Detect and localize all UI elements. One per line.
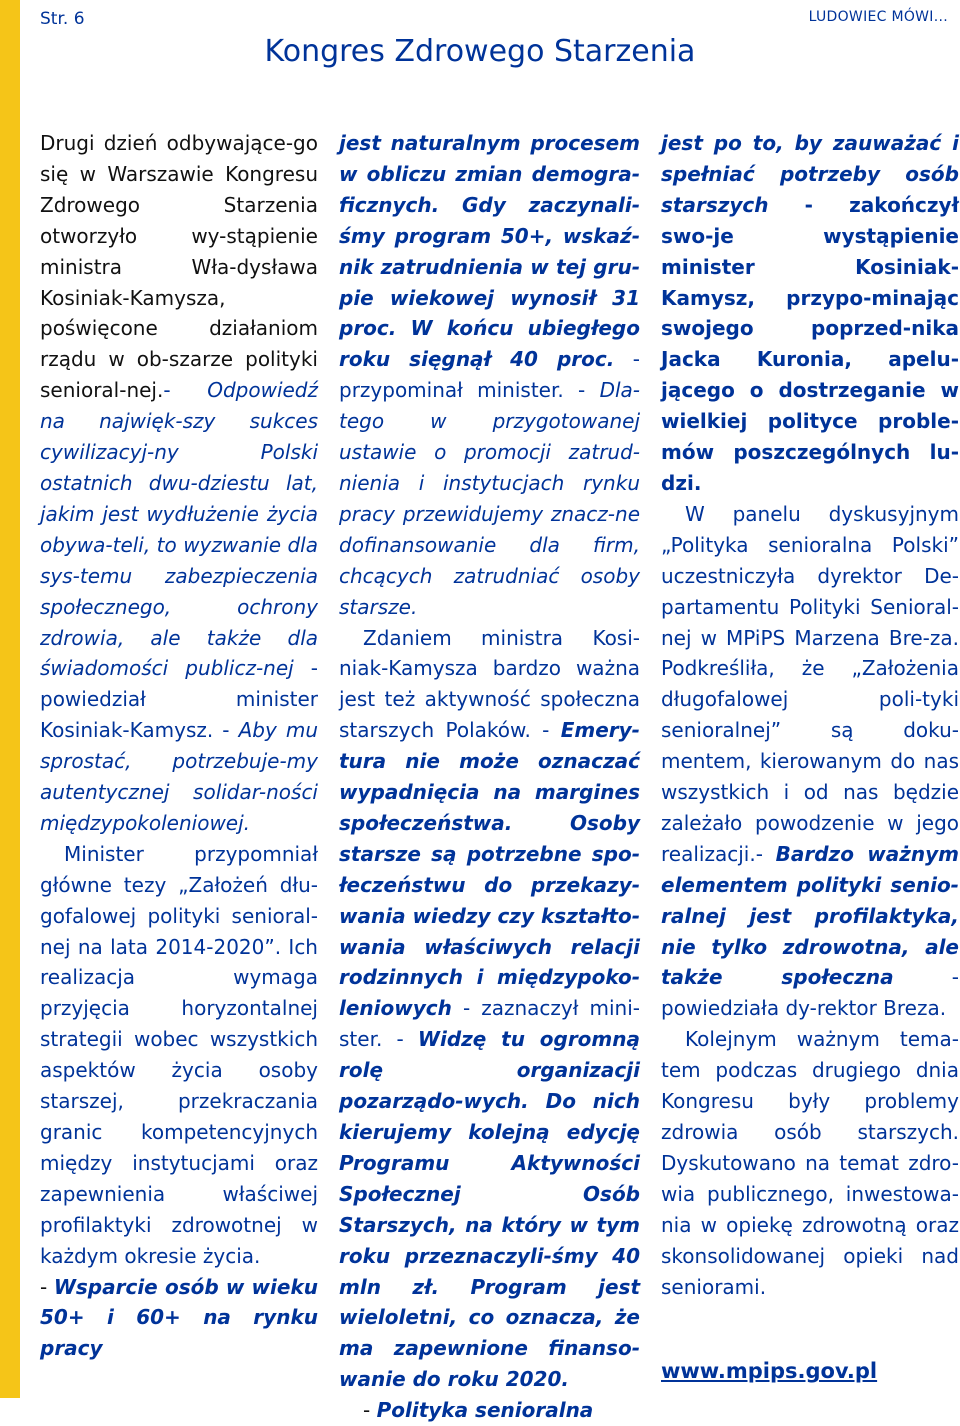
quote: jest naturalnym procesem w obliczu zmian demogra-ficznych. Gdy zaczynali-śmy program 50+, wskaź-nik zatrudnienia w tej gru-pie wiekowej wynosił 31 proc. W końcu ubiegłego roku sięgnął 40 proc.: [339, 131, 640, 372]
page-margin-bar: [0, 0, 20, 1398]
article-title: Kongres Zdrowego Starzenia: [264, 34, 696, 69]
paragraph: Drugi dzień odbywające-go się w Warszawie Kongresu Zdrowego Starzenia otworzyło wy-stąpienie ministra Wła-dysława Kosiniak-Kamysza, poświęcone działaniom rządu w ob-szarze polityki senioral-nej.- Odpowiedź na najwięk-szy sukces cywilizacyj-ny Polski ostatnich dwu-dziestu lat, jakim jest wydłużenie życia obywa-teli, to wyzwanie dla sys-temu zabezpieczenia społecznego, ochrony zdrowia, ale także dla świadomości publicz-nej - powiedział minister Kosiniak-Kamysz. - Aby mu sprostać, potrzebuje-my autentycznej solidar-ności międzypokoleniowej.: [40, 131, 319, 835]
lead-text: Drugi dzień odbywające-go się w Warszawie Kongresu Zdrowego Starzenia otworzyło wy-stąpienie ministra Wła-dysława Kosiniak-Kamysza, poświęcone działaniom rządu w ob-szarze polityki senioral-nej.: [40, 131, 318, 403]
quote: Wsparcie osób w wieku 50+ i 60+ na rynku pracy: [40, 1274, 318, 1361]
paragraph: jest po to, by zauważać i spełniać potrzeby osób starszych - zakończył swo-je wystąpienie minister Kosiniak-Kamysz, przypo-minając swojego poprzed-nika Jacka Kuronia, apelu-jącego o dostrzeganie w wielkiej polityce proble-mów poszczególnych lu-dzi.: [661, 131, 959, 495]
quote: Widzę tu ogromną rolę organizacji pozarządo-wych. Do nich kierujemy kolejną edycję Programu Aktywności Społecznej Osób Starszych, na który w tym roku przeznaczyli-śmy 40 mln zł. Program jest wieloletni, co oznacza, że ma zapewnione finanso-wanie do roku 2020.: [339, 1027, 640, 1392]
quote: jest po to, by zauważać i spełniać potrzeby osób starszych: [661, 131, 959, 217]
article-column-1: [40, 128, 318, 1364]
publication-name: LUDOWIEC MÓWI...: [808, 9, 948, 25]
quote: Odpowiedź na najwięk-szy sukces cywilizacyj-ny Polski ostatnich dwu-dziestu lat, jakim jest wydłużenie życia obywa-teli, to wyzwanie dla sys-temu zabezpieczenia społecznego, ochrony zdrowia, ale także dla świadomości publicz-nej: [40, 378, 318, 681]
paragraph: jest naturalnym procesem w obliczu zmian demogra-ficznych. Gdy zaczynali-śmy program 50+, wskaź-nik zatrudnienia w tej gru-pie wiekowej wynosił 31 proc. W końcu ubiegłego roku sięgnął 40 proc. - przypominał minister. - Dla-tego w przygotowanej ustawie o promocji zatrud-nienia i instytucjach rynku pracy przewidujemy znacz-ne dofinansowanie dla firm, chcących zatrudniać osoby starsze.: [339, 131, 640, 619]
quote: Bardzo ważnym elementem polityki senio-ralnej jest profilaktyka, nie tylko zdrowotna, ale także społeczna: [661, 841, 959, 990]
quote: Polityka senioralna: [376, 1398, 594, 1423]
article-column-3: [661, 128, 959, 1387]
paragraph: W panelu dyskusyjnym „Polityka senioralna Polski” uczestniczyła dyrektor De-partamentu Polityki Senioral-nej w MPiPS Marzena Bre-za. Podkreśliła, że „Założenia długofalowej poli-tyki senioralnej” są doku-mentem, kierowanym do nas wszystkich i od nas będzie zależało powodzenie w jego realizacji.- Bardzo ważnym elementem polityki senio-ralnej jest profilaktyka, nie tylko zdrowotna, ale także społeczna - powiedziała dy-rektor Breza.: [661, 501, 960, 1021]
paragraph: - Wsparcie osób w wieku 50+ i 60+ na rynku pracy: [40, 1274, 318, 1361]
paragraph: Zdaniem ministra Kosi-niak-Kamysza bardzo ważna jest też aktywność społeczna starszych Polaków. - Emery-tura nie może oznaczać wypadnięcia na margines społeczeństwa. Osoby starsze są potrzebne spo-łeczeństwu do przekazy-wania wiedzy czy kształto-wania właściwych relacji rodzinnych i międzypoko-leniowych - zaznaczył mini-ster. - Widzę tu ogromną rolę organizacji pozarządo-wych. Do nich kierujemy kolejną edycję Programu Aktywności Społecznej Osób Starszych, na który w tym roku przeznaczyli-śmy 40 mln zł. Program jest wieloletni, co oznacza, że ma zapewnione finanso-wanie do roku 2020.: [339, 625, 640, 1392]
website-link[interactable]: www.mpips.gov.pl: [661, 1359, 878, 1384]
article-column-2: [339, 128, 640, 1426]
quote: Aby mu sprostać, potrzebuje-my autentycznej solidar-ności międzypokoleniowej.: [40, 718, 318, 835]
quote: Emery-tura nie może oznaczać wypadnięcia na margines społeczeństwa. Osoby starsze są potrzebne spo-łeczeństwu do przekazy-wania wiedzy czy kształto-wania właściwych relacji rodzinnych i międzypoko-leniowych: [339, 718, 640, 1021]
paragraph: Minister przypomniał główne tezy „Założeń dłu-gofalowej polityki senioral-nej na lata 2014-2020”. Ich realizacja wymaga przyjęcia horyzontalnej strategii wobec wszystkich aspektów życia osoby starszej, przekraczania granic kompetencyjnych między instytucjami oraz zapewnienia właściwej profilaktyki zdrowotnej w każdym okresie życia.: [40, 841, 318, 1268]
paragraph: - Polityka senioralna: [363, 1398, 594, 1423]
paragraph: Kolejnym ważnym tema-tem podczas drugiego dnia Kongresu były problemy zdrowia osób starszych. Dyskutowano na temat zdro-wia publicznego, inwestowa-nia w opiekę zdrowotną oraz skonsolidowanej opieki nad seniorami.: [661, 1027, 959, 1299]
page-number: Str. 6: [40, 9, 85, 29]
quote: Dla-tego w przygotowanej ustawie o promocji zatrud-nienia i instytucjach rynku pracy przewidujemy znacz-ne dofinansowanie dla firm, chcących zatrudniać osoby starsze.: [339, 378, 640, 619]
